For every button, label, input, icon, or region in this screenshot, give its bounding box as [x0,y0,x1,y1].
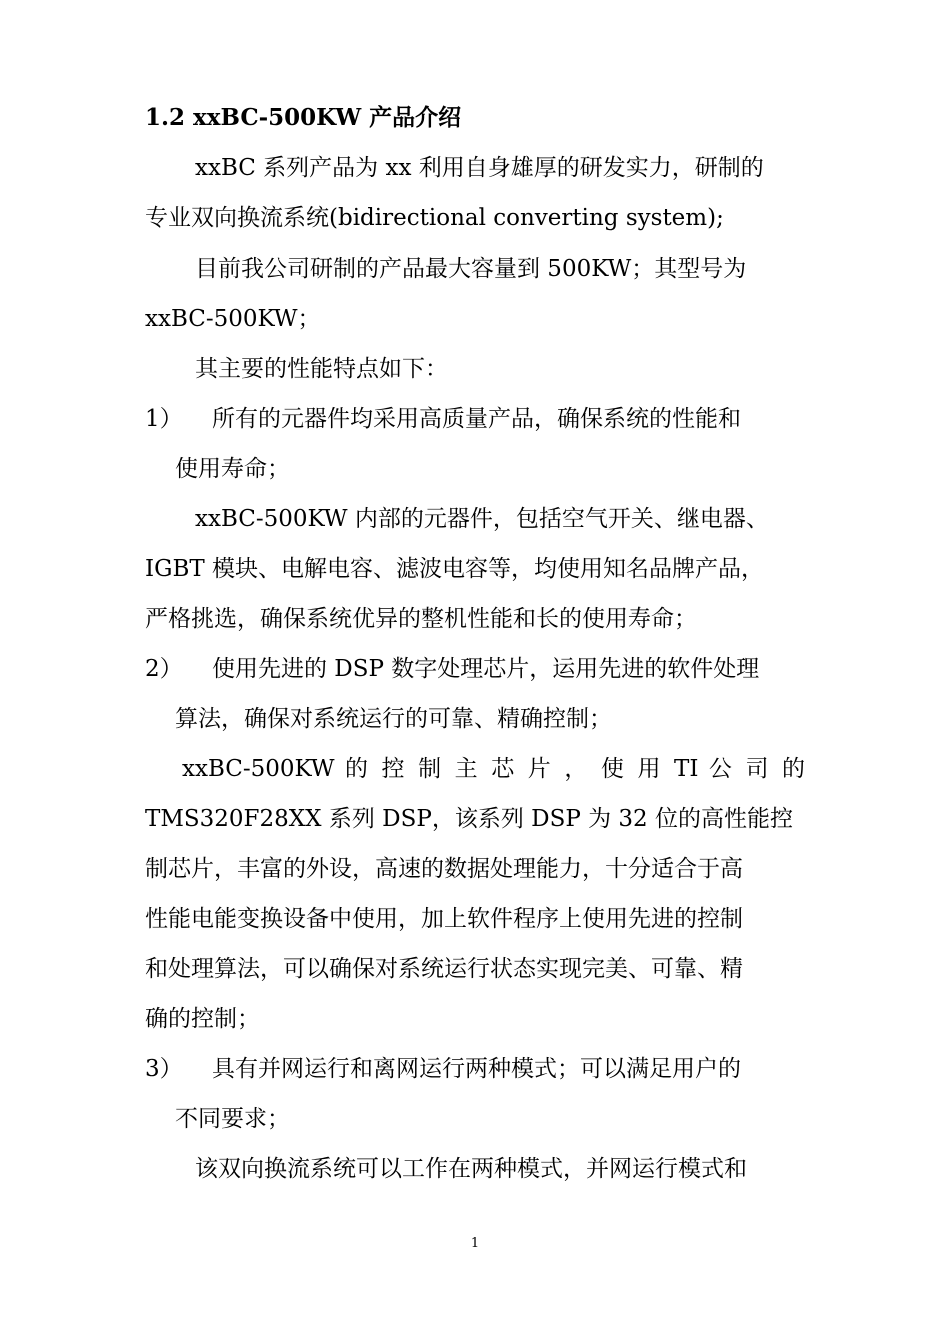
item-1-title-line-2: 使用寿命； [175,456,290,482]
item-1-title-line-1: 所有的元器件均采用高质量产品，确保系统的性能和 [212,406,741,432]
list-number-2: 2） [145,656,183,682]
item-2-body-line-4: 性能电能变换设备中使用，加上软件程序上使用先进的控制 [145,906,743,932]
item-2-body-line-1: xxBC-500KW 的 控 制 主 芯 片 ， 使 用 TI 公 司 的 [182,756,805,782]
list-number-1: 1） [145,406,183,432]
item-2-body-line-2: TMS320F28XX 系列 DSP，该系列 DSP 为 32 位的高性能控 [145,806,793,832]
features-intro: 其主要的性能特点如下： [195,356,448,382]
page-number: 1 [470,1236,480,1251]
item-3-body-line-1: 该双向换流系统可以工作在两种模式，并网运行模式和 [195,1156,747,1182]
intro-line-2: 专业双向换流系统(bidirectional converting system); [145,205,724,231]
capacity-line-1: 目前我公司研制的产品最大容量到 500KW；其型号为 [195,256,747,282]
list-number-3: 3） [145,1056,183,1082]
item-3-title-line-2: 不同要求； [175,1106,290,1132]
item-1-body-line-1: xxBC-500KW 内部的元器件，包括空气开关、继电器、 [195,506,769,532]
item-2-title-line-2: 算法，确保对系统运行的可靠、精确控制； [175,706,612,732]
item-2-body-line-5: 和处理算法，可以确保对系统运行状态实现完美、可靠、精 [145,956,743,982]
capacity-line-2: xxBC-500KW； [145,306,321,332]
intro-line-1: xxBC 系列产品为 xx 利用自身雄厚的研发实力，研制的 [195,155,764,181]
item-1-body-line-2: IGBT 模块、电解电容、滤波电容等，均使用知名品牌产品， [145,556,765,582]
section-heading: 1.2 xxBC-500KW 产品介绍 [145,104,462,131]
item-2-title-line-1: 使用先进的 DSP 数字处理芯片，运用先进的软件处理 [212,656,760,682]
item-2-body-line-6: 确的控制； [145,1006,260,1032]
item-1-body-line-3: 严格挑选，确保系统优异的整机性能和长的使用寿命； [145,606,697,632]
item-3-title-line-1: 具有并网运行和离网运行两种模式；可以满足用户的 [212,1056,741,1082]
item-2-body-line-3: 制芯片，丰富的外设，高速的数据处理能力，十分适合于高 [145,856,743,882]
